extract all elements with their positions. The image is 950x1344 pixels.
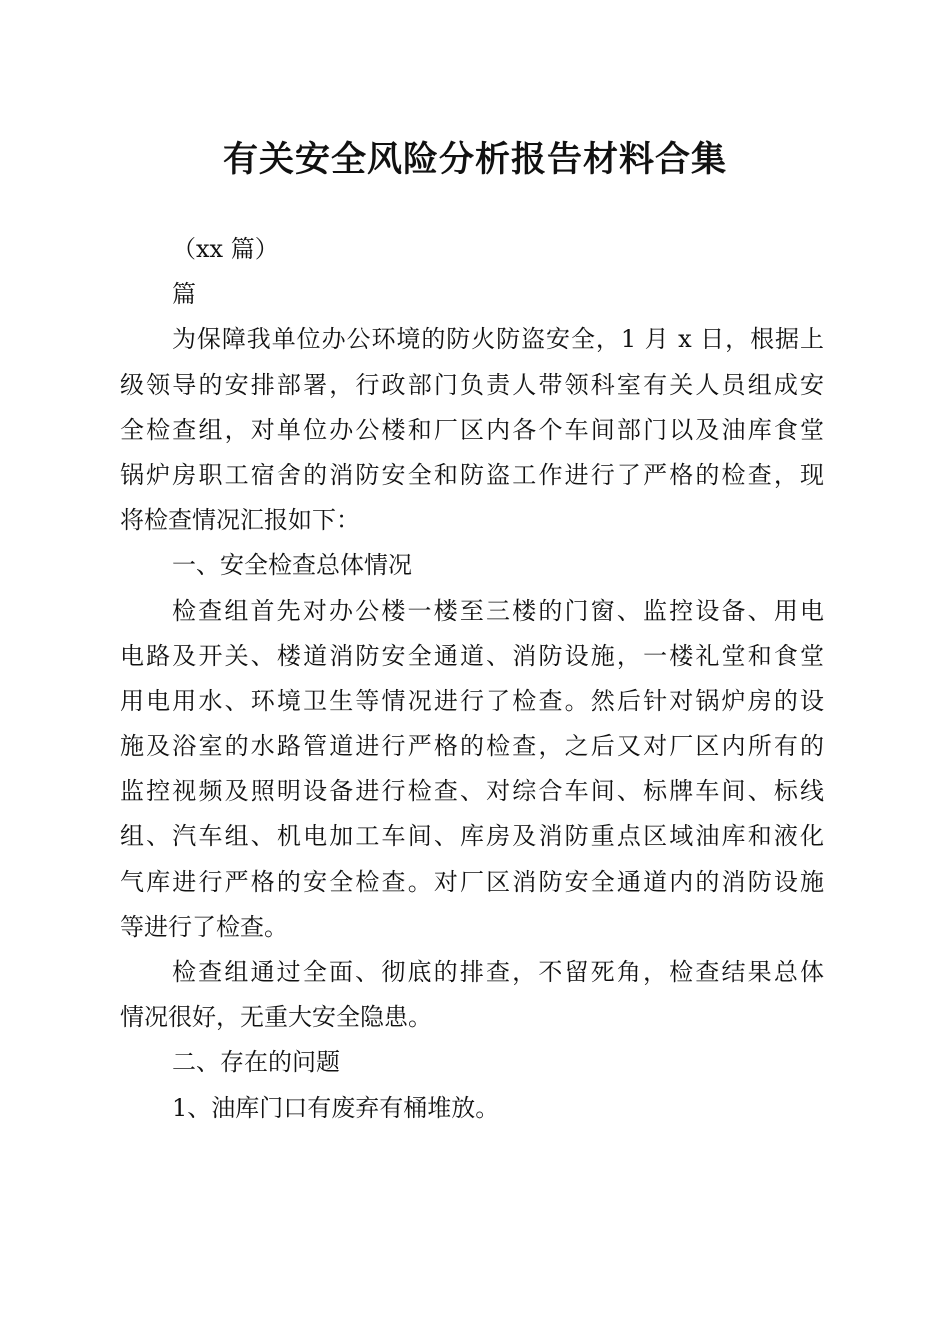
paragraph-line: 检查组通过全面、彻底的排查，不留死角，检查结果总体 xyxy=(172,958,824,986)
paragraph-line: 组、汽车组、机电加工车间、库房及消防重点区域油库和液化 xyxy=(120,822,824,851)
document-subtitle: （xx 篇） xyxy=(172,235,279,263)
section-heading-1: 一、安全检查总体情况 xyxy=(172,551,412,580)
paragraph-line: 全检查组，对单位办公楼和厂区内各个车间部门以及油库食堂 xyxy=(120,415,824,444)
paragraph-line: 监控视频及照明设备进行检查、对综合车间、标牌车间、标线 xyxy=(120,777,824,806)
paragraph-line: 情况很好，无重大安全隐患。 xyxy=(120,1003,432,1032)
paragraph-result xyxy=(120,950,824,1040)
paragraph-line: 将检查情况汇报如下： xyxy=(120,506,360,535)
paragraph-line: 施及浴室的水路管道进行严格的检查，之后又对厂区内所有的 xyxy=(120,732,824,761)
paragraph-line: 用电用水、环境卫生等情况进行了检查。然后针对锅炉房的设 xyxy=(120,686,824,715)
section-heading-2: 二、存在的问题 xyxy=(172,1048,340,1077)
document-body xyxy=(120,227,824,1131)
paragraph-line: 电路及开关、楼道消防安全通道、消防设施，一楼礼堂和食堂 xyxy=(120,641,824,670)
paragraph-line: 等进行了检查。 xyxy=(120,912,288,941)
paragraph-intro xyxy=(120,317,824,543)
paragraph-line: 气库进行严格的安全检查。对厂区消防安全通道内的消防设施 xyxy=(120,867,824,896)
problem-item-1: 1、油库门口有废弃有桶堆放。 xyxy=(172,1093,500,1122)
paragraph-line: 锅炉房职工宿舍的消防安全和防盗工作进行了严格的检查，现 xyxy=(120,460,824,489)
paragraph-inspection xyxy=(120,589,824,951)
paragraph-line: 为保障我单位办公环境的防火防盗安全，1 月 x 日，根据上 xyxy=(172,325,824,354)
paragraph-line: 检查组首先对办公楼一楼至三楼的门窗、监控设备、用电 xyxy=(172,596,824,625)
section-label: 篇 xyxy=(172,280,196,309)
paragraph-line: 级领导的安排部署，行政部门负责人带领科室有关人员组成安 xyxy=(120,370,824,399)
document-title: 有关安全风险分析报告材料合集 xyxy=(222,139,727,180)
